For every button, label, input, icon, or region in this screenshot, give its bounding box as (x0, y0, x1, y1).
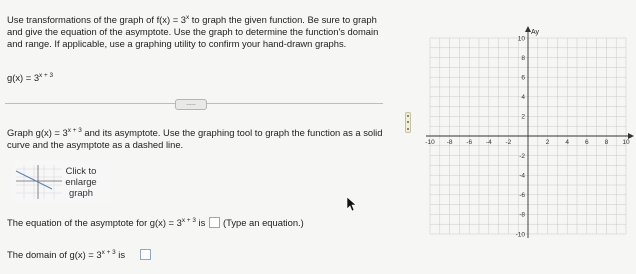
x-tick-label: 4 (565, 139, 570, 146)
y-tick-label: 2 (521, 113, 525, 121)
y-tick-label: -6 (519, 192, 525, 200)
x-tick-label: 6 (584, 139, 589, 146)
given-function-exponent: x + 3 (39, 72, 54, 79)
domain-answer-input[interactable] (140, 249, 151, 260)
intro-line-2: and give the equation of the asymptote. Use the graph to determine the function's domain (7, 26, 379, 37)
intro-text: Use transformations of the graph of (7, 14, 157, 25)
asymptote-hint: (Type an equation.) (223, 217, 304, 228)
thumbnail-label-1: Click to (65, 165, 97, 176)
x-tick-label: -4 (485, 139, 492, 146)
graph-instruction-line-2: curve and the asymptote as a dashed line. (7, 139, 184, 150)
x-tick-label: -2 (505, 139, 512, 146)
base-function: f(x) = 3 (156, 14, 186, 25)
instruction-pre: Graph (7, 127, 36, 138)
instruction-function: g(x) = 3 (35, 127, 68, 138)
asymptote-question (7, 217, 205, 230)
asymptote-is: is (195, 217, 206, 228)
enlarge-graph-thumbnail[interactable] (12, 161, 110, 203)
asymptote-function: g(x) = 3 (149, 217, 182, 228)
coordinate-graph[interactable] (420, 26, 636, 248)
y-tick-label: -8 (519, 211, 525, 219)
y-tick-label: -10 (515, 231, 525, 239)
domain-question (7, 249, 125, 262)
x-tick-label: -8 (446, 139, 453, 146)
y-axis-label: Ay (531, 29, 540, 36)
thumbnail-label-2: enlarge (65, 176, 97, 187)
instruction-post: and its asymptote. Use the graphing tool to graph the function as a solid (81, 127, 383, 138)
y-tick-label: -4 (519, 172, 525, 180)
x-tick-label: -6 (466, 139, 473, 146)
more-button[interactable]: ..... (175, 99, 207, 110)
instruction-exponent: x + 3 (67, 127, 82, 134)
domain-exponent: x + 3 (101, 249, 116, 256)
intro-line-3: and range. If applicable, use a graphing utility to confirm your hand-drawn graphs. (7, 38, 347, 49)
x-tick-label: 8 (604, 139, 609, 146)
intro-text-end: to graph the given function. Be sure to graph (189, 14, 377, 25)
domain-text: The domain of (7, 249, 70, 260)
y-tick-label: 8 (521, 54, 525, 62)
mouse-cursor-icon (346, 196, 358, 212)
domain-is: is (115, 249, 126, 260)
asymptote-exponent: x + 3 (181, 217, 196, 224)
x-tick-label: -10 (425, 139, 435, 146)
asymptote-answer-input[interactable] (209, 217, 220, 228)
base-exponent: x (186, 14, 190, 21)
thumbnail-label-3: graph (69, 187, 93, 198)
panel-resize-handle[interactable] (405, 112, 411, 133)
asymptote-text: The equation of the asymptote for (7, 217, 150, 228)
x-tick-label: 2 (545, 139, 550, 146)
given-function-base: g(x) = 3 (7, 72, 40, 83)
x-tick-label: 10 (622, 139, 630, 146)
y-tick-label: -2 (519, 152, 525, 160)
y-tick-label: 6 (521, 74, 525, 82)
domain-function: g(x) = 3 (69, 249, 102, 260)
y-tick-label: 4 (521, 94, 525, 102)
y-tick-label: 10 (517, 35, 525, 43)
given-function (7, 72, 53, 85)
